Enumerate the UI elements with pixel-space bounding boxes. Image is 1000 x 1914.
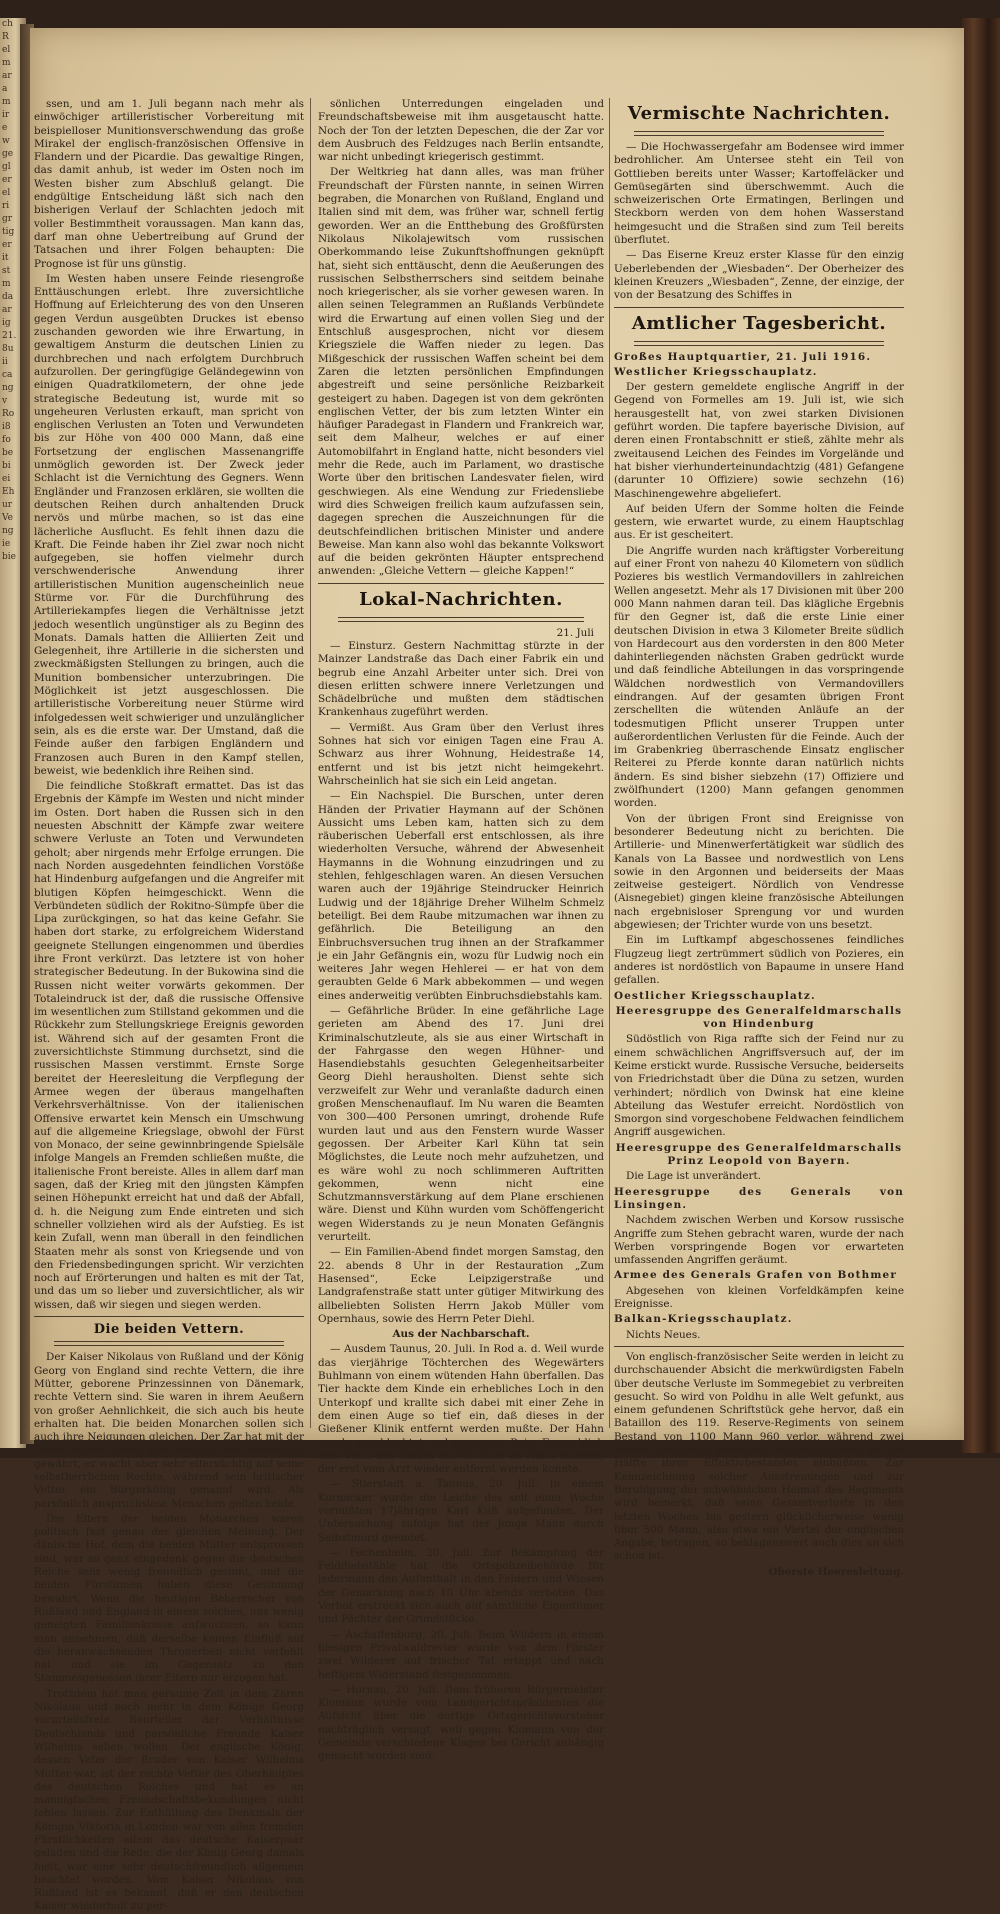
column-3 [614,98,905,1578]
local-dateline: 21. Juli [556,626,594,639]
section-divider [318,583,604,584]
news-item: — Fechenheim, 20. Juli. Zur Bekämpfung der Felddiebstähle hat die Ortspolizeibehörde für jedermann den Aufenthalt in den Feldern und Wiesen der Gemarkung nach 10 Uhr abends verboten. Das Verbot erstreckt sich auch auf sämtliche Eigentümer und Pächter der Grundstücke. [318,1546,604,1626]
edge-text-fragment: m [2,279,11,289]
edge-text-fragment: ng [2,526,14,536]
section-title-vermischte: Vermischte Nachrichten. [627,103,891,124]
article-paragraph: ssen, und am 1. Juli begann nach mehr als einwöchiger artilleristischer Vorbereitung mit beispielloser Munitionsverschwendung das große Mirakel der englisch-französischen Offensive in Flandern und der Picardie. Das gewaltige Ringen, das damit anhub, ist weder im Osten noch im Westen bisher zum Abschluß gelangt. Die endgültige Entscheidung läßt sich nach den bisherigen Verlauf der Schlachten jedoch mit voller Bestimmtheit voraussagen. Man kann das, darf man ohne Uebertreibung auf Grund der Tatsachen und ihrer Folgen behaupten: Die Prognose ist für uns günstig. [34,98,304,270]
edge-text-fragment: ng [2,383,14,393]
edge-text-fragment: i8 [2,422,11,432]
report-paragraph: Die Angriffe wurden nach kräftigster Vorbereitung auf einer Front von nahezu 40 Kilometern von südlich Pozieres bis westlich Vermandovillers in zahlreichen Wellen angesetzt. Mehr als 17 Divisionen mit über 200 000 Mann nahmen daran teil. Das klägliche Ergebnis für den Gegner ist, daß die erste Linie einer deutschen Division in etwa 3 Kilometer Breite südlich von Hardecourt aus den vordersten in den 800 Meter dahinterliegenden nächsten Graben gedrückt wurde und daß feindliche Abteilungen in das vorspringende Wäldchen nordwestlich von Vermandovillers eindrangen. Auf der gesamten übrigen Front zerschellten die wütenden Anläufe an der todesmutigen Pflicht unserer Truppen unter außerordentlichen Verlusten für die Feinde. Auch der im Grabenkrieg überraschende Einsatz englischer Reiterei zu Pferde konnte daran natürlich nichts ändern. Es sind bisher siebzehn (17) Offiziere und zwölfhundert (1200) Mann gefangen genommen worden. [614,544,904,810]
column-1 [34,98,304,1913]
news-item: — Stierstadt a. Taunus, 20. Juli. In einem Kornacker wurde die Leiche des seit einer Woche vermißten 17jährigen Karl Kuß aufgefunden. Der Untersuchung zufolge hat der junge Mann durch Selbstmord geendet. [318,1478,604,1544]
section-title-vettern: Die beiden Vettern. [93,1322,245,1338]
report-paragraph: Südöstlich von Riga raffte sich der Feind nur zu einem schwächlichen Angriffsversuch auf, der im Keime erstickt wurde. Russische Versuche, beiderseits von Friedrichstadt über die Düna zu setzen, wurden verhindert; nördlich von Dwinsk hat eine kleine Abteilung das Westufer erreicht. Nordöstlich von Smorgon sind vorgeschobene Feldwachen feindlichem Angriff ausgewichen. [614,1033,904,1139]
report-paragraph: Ein im Luftkampf abgeschossenes feindliches Flugzeug liegt zertrümmert südlich von Pozieres, ein anderes ist nordöstlich von Bapaume in unsere Hand gefallen. [614,934,904,987]
news-item: — Aschaffenburg, 20. Juli. Beim Wildern in einem hiesigen Privatwaldrevier wurde von dem Förster zwei Wilderer auf frischer Tat ertappt und nach heftigem Widerstand festgenommen. [318,1628,604,1681]
news-item: — Die Hochwassergefahr am Bodensee wird immer bedrohlicher. Am Untersee steht ein Teil von Gottlieben bereits unter Wasser; Kartoffeläcker und Gemüsegärten sind überschwemmt. Auch die schweizerischen Orte Ermatingen, Berlingen und Steckborn werden von dem hohen Wasserstand heimgesucht und die Straßen sind zum Teil bereits überflutet. [614,141,904,247]
edge-text-fragment: v [2,396,8,406]
report-paragraph: Nichts Neues. [626,1328,701,1341]
edge-text-fragment: st [2,266,11,276]
column-rule [310,98,311,1428]
edge-text-fragment: ri [2,201,10,211]
edge-text-fragment: er [2,175,12,185]
newspaper-page [30,28,964,1913]
news-item: — Ein Nachspiel. Die Burschen, unter deren Händen der Privatier Haymann auf der Schönen Aussicht ums Leben kam, hatten sich zu dem räuberischen Ueberfall erst entschlossen, als ihre wiederholten Versuche, während der Abwesenheit Haymanns in die Wohnung einzudringen und zu stehlen, fehlgeschlagen waren. An diesen Versuchen waren auch der 19jährige Steindrucker Heinrich Ludwig und der 18jährige Dreher Wilhelm Schmelz beteiligt. Bei dem Raube mitzumachen war ihnen zu gefährlich. Die Beteiligung an den Einbruchsversuchen trug ihnen an der Strafkammer je ein Jahr Gefängnis ein, wozu für Ludwig noch ein weiteres Jahr wegen Hehlerei — er hat von dem geraubten Gelde 6 Mark abbekommen — und wegen eines anderweitig verübten Einbruchsdiebstahls kam. [318,790,604,1002]
subsection-title-nachbarschaft: Aus der Nachbarschaft. [392,1328,530,1341]
edge-text-fragment: ar [2,71,12,81]
report-paragraph: Auf beiden Ufern der Somme holten die Feinde gestern, wie erwartet wurde, zu einem Hauptschlag aus. Er ist gescheitert. [614,502,904,542]
book-binding [962,18,1000,1453]
east-front-title: Oestlicher Kriegsschauplatz. [614,989,816,1002]
edge-text-fragment: da [2,292,14,302]
edge-text-fragment: el [2,45,11,55]
edge-text-fragment: ei [2,474,11,484]
edge-text-fragment: ir [2,110,10,120]
edge-text-fragment: ge [2,149,14,159]
edge-text-fragment: Eh [2,487,15,497]
news-item: — Einsturz. Gestern Nachmittag stürzte in der Mainzer Landstraße das Dach einer Fabrik ein und begrub eine Anzahl Arbeiter unter sich. Drei von diesen erlitten schwere innere Verletzungen und Schädelbrüche und mußten dem städtischen Krankenhaus zugeführt werden. [318,639,604,719]
edge-text-fragment: it [2,253,9,263]
title-underline [634,341,884,346]
edge-text-fragment: w [2,136,10,146]
section-divider [34,1316,304,1317]
edge-text-fragment: R [2,32,9,42]
section-title-tagesbericht: Amtlicher Tagesbericht. [631,312,887,334]
report-paragraph: Die Lage ist unverändert. [626,1170,761,1183]
edge-text-fragment: ca [2,370,13,380]
edge-text-fragment: ig [2,318,11,328]
article-paragraph: Die Eltern der beiden Monarchen waren politisch fast genau der gleichen Meinung. Der dänische Hof, dem die beiden Mütter entsprossen sind, war so ganz eingedenk gegen die deutschen Reiche sehr wenig freundlich gesinnt, und die beiden Fürstinnen haben diese Gesinnung bewahrt. Wenn die heutigen Beherrscher von Rußland und England in einem solchen, uns wenig geneigten Familienkreise aufwuchsen, so kann man annehmen, daß derselbe keinen Einfluß auf die heranwachsenden Thronerben nicht verfehlt hat und sie im Gegensatz zu den Stammesgenossen ihrer Eltern nur erzogen hat. [34,1512,304,1685]
news-item: — Das Eiserne Kreuz erster Klasse für den einzig Ueberlebenden der „Wiesbaden“. Der Oberheizer des kleinen Kreuzers „Wiesbaden“, Zenne, der einzige, der von der Besatzung des Schiffes in [614,249,905,302]
section-title-lokal: Lokal-Nachrichten. [359,588,563,610]
report-header: Großes Hauptquartier, 21. Juli 1916. [614,350,872,363]
edge-text-fragment: m [2,58,11,68]
edge-text-fragment: ar [2,305,12,315]
news-item: — Gefährliche Brüder. In eine gefährliche Lage gerieten am Abend des 17. Juni drei Kriminalschutzleute, als sie aus einer Wirtschaft in der Fahrgasse den wegen Hühner- und Hasendiebstahls gesuchten Gelegenheitsarbeiter Georg Diehl herausholten. Dienst sehte sich verzweifelt zur Wehr und veranlaßte dadurch einen großen Menschenauflauf. Im Nu waren die Beamten von 300—400 Personen umringt, drohende Rufe wurden laut und aus den Fenstern wurde Wasser gegossen. Der Arbeiter Karl Kühn tat sein Möglichstes, die Leute noch mehr aufzuhetzen, und es wäre wohl zu noch schlimmeren Auftritten gekommen, wenn nicht eine Schutzmannsverstärkung auf dem Plane erschienen wäre. Dienst und Kühn wurden vom Schöffengericht wegen Widerstands zu je neun Monaten Gefängnis verurteilt. [318,1005,604,1244]
edge-text-fragment: 8u [2,344,14,354]
title-underline [54,1341,284,1346]
edge-text-fragment: ie [2,539,11,549]
edge-text-fragment: e [2,123,8,133]
column-2 [318,98,604,1763]
report-paragraph: Von englisch-französischer Seite werden in leicht zu durchschauender Absicht die merkwürdigsten Fabeln über deutsche Verluste im Sommegebiet zu verbreiten gesucht. So wird von Poldhu in alle Welt gefunkt, aus einem gefundenen Schriftstück gehe hervor, daß ein Bataillon des 119. Reserve-Regiments von seinem Bestand von 1100 Mann 960 verlor, während zwei andere Bataillone desselben Regiments mehr als die Hälfte ihres Effektivbestandes einbüßten. Zur Kennzeichnung solcher Ausstreuungen und zur Beruhigung der schwäbischen Heimat des Regiments wird bemerkt, daß seine Gesamtverluste in den letzten Wochen bis gestern glücklicherweise wenig über 500 Mann, also etwa ein Viertel der englischen Angabe, betragen, so beklagenswert auch dies an sich schon ist. [614,1350,904,1563]
army-group-title: Heeresgruppe des Generalfeldmarschalls Prinz Leopold von Bayern. [615,1141,903,1168]
report-signature: Oberste Heeresleitung. [768,1565,904,1578]
article-paragraph: Der Weltkrieg hat dann alles, was man früher Freundschaft der Fürsten nannte, in seinen Wirren begraben, die Monarchen von Rußland, England und Italien sind mit dem, was früher war, schnell fertig geworden. Wer an die Entthebung des Großfürsten Nikolaus Nikolajewitsch vom russischen Oberkommando leise Zukunftshoffnungen geknüpft hat, sieht sich enttäuscht, denn die Aeußerungen des russischen Selbstherrschers sind seitdem beinahe noch kriegerischer, als sie vorher gewesen waren. In allen seinen Telegrammen an Rußlands Verbündete wird die Erwartung auf einen vollen Sieg und der Entschluß ausgesprochen, nicht vor diesem Kriegsziele die Waffen nieder zu legen. Das Mißgeschick der russischen Waffen scheint bei dem Zaren die letzten persönlichen Empfindungen abgestreift und seine persönliche Reizbarkeit gesteigert zu haben. Dagegen ist von dem gekrönten englischen Vetter, der bis zum letzten Winter ein häufiger Paradegast in Flandern und Frankreich war, seit dem Malheur, welches er auf einer Automobilfahrt in England hatte, nicht besonders viel mehr die Rede, auch im Parlament, wo drastische Worte über den britischen Landesvater fielen, wird geschwiegen. Als eine Wendung zur Friedensliebe wird dies Schweigen freilich kaum aufzufassen sein, dagegen sprechen die Auszeichnungen für die deutschfeindlichen britischen Minister und andere Beweise. Man kann also wohl das bekannte Volkswort auf die beiden gekrönten Häupter entsprechend anwenden: „Gleiche Vettern — gleiche Kappen!“ [318,166,604,578]
west-front-title: Westlicher Kriegsschauplatz. [614,365,818,378]
edge-text-fragment: Ro [2,409,15,419]
edge-text-fragment: gl [2,162,11,172]
edge-text-fragment: a [2,84,8,94]
edge-text-fragment: er [2,240,12,250]
report-paragraph: Von der übrigen Front sind Ereignisse von besonderer Bedeutung nicht zu berichten. Die Artillerie- und Minenwerfertätigkeit war südlich des Kanals von La Bassee und nordwestlich von Lens sowie in den Argonnen und beiderseits der Maas zeitweise gesteigert. Nördlich von Vendresse (Aisnegebiet) gingen kleine französische Abteilungen nach ergebnisloser Sprengung vor und wurden abgewiesen; der Trichter wurde von uns besetzt. [614,812,904,932]
edge-text-fragment: Ve [2,513,13,523]
article-paragraph: sönlichen Unterredungen eingeladen und Freundschaftsbeweise mit ihm ausgetauscht hatte. Noch der Ton der letzten Depeschen, die der Zar vor dem Ausbruch des Feldzuges nach Berlin entsandte, war nicht unbedingt kriegerisch gestimmt. [318,98,604,164]
article-paragraph: Der Kaiser Nikolaus von Rußland und der König Georg von England sind rechte Vettern, die ihre Mütter, geborene Prinzessinnen von Dänemark, rechte Vettern sind. Sie waren in ihrem Aeußern von großer Aehnlichkeit, die sich auch bis heute erhalten hat. Die beiden Monarchen sollen sich auch ihre Neigungen gleichen. Der Zar hat mit der Duma seinem Lande wohl eine Art von Verfassung gewährt, er wacht aber sehr eifersüchtig auf seine selbstherrlichen Rechte, während sein britischer Vetter ein Bürgerkönig genannt wird. Als persönlich anspruchslose Menschen gelten beide. [34,1351,304,1510]
edge-text-fragment: ch [2,19,13,29]
news-item: — Hornau, 20. Juli. Dem früheren Bürgermeister Kiomann wurde vom Landgerichtspräsidenten die Aufsicht über die dortige Ortsgerichtsvorsteher nachträglich versagt, weil gegen Kiomann von der Gemeinde verschiedene Klagen bei Gericht anhängig gemacht worden sind. [318,1683,604,1763]
section-divider [614,1346,904,1347]
report-paragraph: Abgesehen von kleinen Vorfeldkämpfen keine Ereignisse. [614,1284,904,1311]
report-paragraph: Der gestern gemeldete englische Angriff in der Gegend von Formelles am 19. Juli ist, wie sich herausgestellt hat, von zwei starken Divisionen geführt worden. Die tapfere bayerische Division, auf deren einen Frontabschnitt er stieß, zählte mehr als zweitausend Leichen des Feindes im Vorgelände und hat bisher vierhunderteinundachtzig (481) Gefangene (darunter 10 Offiziere) sowie sechzehn (16) Maschinengewehre abgeliefert. [614,381,904,500]
news-item: — Ausdem Taunus, 20. Juli. In Rod a. d. Weil wurde das vierjährige Töchterchen des Wegewärters Buhlmann von einem wütenden Hahn überfallen. Das Tier hackte dem Kinde ein erhebliches Loch in den Unterkopf und krallte sich dabei mit einer Zehe in dem einen Auge so tief ein, daß dieses in der Gießener Klinik entfernt werden mußte. Der Hahn wurde geschlachtet und gegessen. Beim Essen blieb dem Vater des Kindes ein Knochen im Halse stecken, der erst vom Arzt wieder entfernt werden konnte. [318,1343,604,1476]
army-group-title: Armee des Generals Grafen von Bothmer [614,1269,898,1282]
army-group-title: Heeresgruppe des Generalfeldmarschalls von Hindenburg [615,1004,903,1031]
edge-text-fragment: bi [2,461,11,471]
edge-text-fragment: bie [2,552,16,562]
edge-text-fragment: el [2,188,11,198]
edge-text-fragment: be [2,448,14,458]
article-paragraph: Die feindliche Stoßkraft ermattet. Das ist das Ergebnis der Kämpfe im Westen und nicht minder im Osten. Dort haben die Russen sich in den neuesten Abschnitt der Kämpfe zwar weitere schwere Verluste an Toten und Verwundeten geholt; aber nirgends mehr Erfolge errungen. Die nach Norden ausgedehnten feindlichen Vorstöße hat Hindenburg aufgefangen und die Angreifer mit blutigen Köpfen heimgeschickt. Wenn die Verbündeten südlich der Rokitno-Sümpfe über die Lipa zurückgingen, so hat das keine Gefahr. Sie haben dort starke, zu erfolgreichem Widerstand geeignete Stellungen eingenommen und überdies ihre Front verkürzt. Das letztere ist von hoher strategischer Bedeutung. In der Bukowina sind die Russen nicht weiter vorwärts gekommen. Der Totaleindruck ist der, daß die russische Offensive im wesentlichen zum Stillstand gekommen und die Rückkehr zum Stellungskriege Ereignis geworden ist. Während sich auf der gesamten Front die zuversichtlichste Stimmung durchsetzt, sind die russischen Massen verstimmt. Ernste Sorge bereitet der Heeresleitung die Verpflegung der Armee wegen der überaus mangelhaften Verkehrsverhältnisse. Von der italienischen Offensive erwartet kein Mensch ein Umschwung auf die allgemeine Kriegslage, obwohl der Fürst von Monaco, der seine gewinnbringende Spielsäle infolge Mangels an Fremden schließen mußte, die italienische Front bereiste. Alles in allem darf man sagen, daß der Krieg mit den jüngsten Kämpfen seinen Höhepunkt erreicht hat und daß der Abfall, d. h. die Neigung zum Ende eintreten und sich schneller vollziehen wird als der Aufstieg. Es ist kein Zufall, wenn man überall in den feindlichen Staaten mehr als sonst von Kriegsende und von den Friedensbedingungen spricht. Wir verzichten noch auf Erörterungen und halten es mit der Tat, und das um so lieber und zuversichtlicher, als wir wissen, daß wir siegen und siegen werden. [34,780,304,1311]
edge-text-fragment: gr [2,214,13,224]
edge-text-fragment: ur [2,500,13,510]
army-group-title: Heeresgruppe des Generals von Linsingen. [614,1185,904,1211]
section-divider [614,307,904,308]
article-paragraph: Im Westen haben unsere Feinde riesengroße Enttäuschungen erlebt. Ihre zuversichtliche Hoffnung auf Erleichterung des von den Unseren gegen Verdun ausgeübten Druckes ist ebenso zuschanden geworden wie ihre Erwartung, in gewaltigem Ansturm die deutschen Linien zu durchbrechen und nach erfolgtem Durchbruch aufzurollen. Der geringfügige Geländegewinn von einigen Quadratkilometern, der ohne jede strategische Bedeutung ist, wurde mit so ungeheuren Verlusten erkauft, man spricht von englischen Verlusten an Toten und Verwundeten bis zur Höhe von 400 000 Mann, daß eine Fortsetzung der englischen Massenangriffe unmöglich geworden ist. Der Zweck jeder Schlacht ist die Vernichtung des Gegners. Wenn Engländer und Franzosen erklären, sie wollten die deutschen Reihen durch anhaltenden Druck nervös und mürbe machen, so ist das eine lächerliche Ausflucht. Es fehlt ihnen dazu die Kraft. Die Feinde haben ihr Ziel zwar noch nicht aufgegeben, sie hoffen vielmehr durch verschwenderische Anwendung ihrer artilleristischen Munition augenscheinlich neue Stürme vor. Für die Durchführung des Artilleriekampfes liegen die Verhältnisse jetzt jedoch wesentlich ungünstiger als zu Beginn des Monats. Damals hatten die Alliierten Zeit und Gelegenheit, ihre Artillerie in die sichersten und zweckmäßigsten Stellungen zu bringen, auch die Munition bombensicher unterzubringen. Die Möglichkeit ist jetzt ausgeschlossen. Die artilleristische Vorbereitung neuer Stürme wird infolgedessen weit schwieriger und unzulänglicher sein, als es die erste war. Der Umstand, daß die Feinde außer den farbigen Engländern und Franzosen auch Buren in den Kampf stellen, beweist, wie bedenklich ihre Reihen sind. [34,272,304,777]
article-paragraph: Trotzdem hat man geraume Zeit in dem Zaren Nikolaus und noch mehr in dem Könige Georg vorurteilsfreie Beurteiler der Verhältnisse Deutschlands und persönliche Freunde Kaiser Wilhelms sehen wollen. Der englische König, dessen Vater der Bruder von Kaiser Wilhelms Mutter war, ist der rechte Vetter des Oberhauptes des deutschen Reiches und hat es an mannigfachen Freundschaftsbekundungen nicht fehlen lassen. Zur Enthüllung des Denkmals der Königin Viktoria in London war von allen fremden Fürstlichkeiten allein das deutsche Kaiserpaar geladen und die Rede, die der König Georg damals hielt, war eine sehr deutschfreundlich allgemein beachtet worden. Vom Kaiser Nikolaus von Rußland ist es bekannt, daß er den deutschen Kaiser wiederholt zu per- [34,1687,304,1913]
title-underline [338,617,584,622]
news-item: — Ein Familien-Abend findet morgen Samstag, den 22. abends 8 Uhr in der Restauration „Zum Hasensed“, Ecke Leipzigerstraße und Landgrafenstraße statt unter gütiger Mitwirkung des allbeliebten Solisten Herrn Jakob Müller vom Opernhaus, sowie des Herrn Peter Diehl. [318,1246,604,1325]
balkan-front-title: Balkan-Kriegsschauplatz. [614,1313,793,1326]
edge-text-fragment: ii [2,357,8,367]
news-item: — Vermißt. Aus Gram über den Verlust ihres Sohnes hat sich vor einigen Tagen eine Frau A. Schwarz aus ihrer Wohnung, Heidestraße 14, entfernt und ist bis jetzt nicht heimgekehrt. Wahrscheinlich hat sie sich ein Leid angetan. [318,721,604,787]
report-paragraph: Nachdem zwischen Werben und Korsow russische Angriffe zum Stehen gebracht waren, wurde der nach Werben vorspringende Bogen vor erwarteten umfassenden Angriffen geräumt. [614,1214,904,1267]
edge-text-fragment: 21. [2,331,17,341]
column-rule [609,98,610,1428]
edge-text-fragment: m [2,97,11,107]
edge-text-fragment: fo [2,435,11,445]
title-underline [634,131,884,136]
edge-text-fragment: tig [2,227,15,237]
